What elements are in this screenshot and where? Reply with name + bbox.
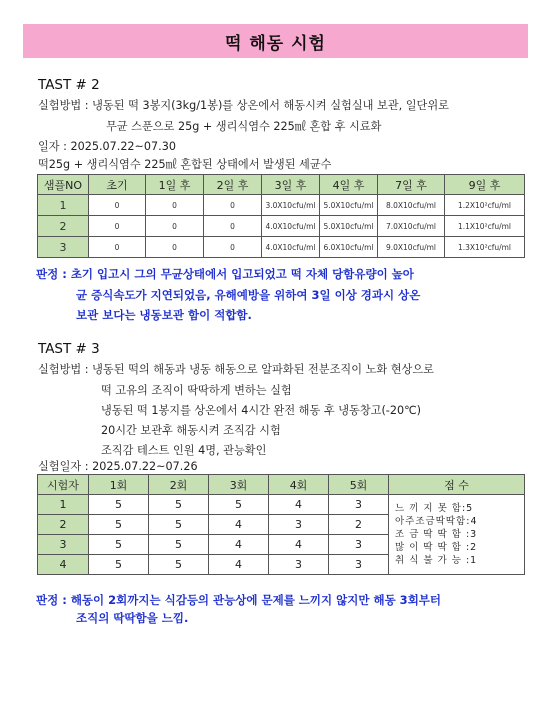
table-cell: 5 [89,535,149,555]
test3-method-line1: 실험방법 : 냉동된 떡의 해동과 냉동 해동으로 알파화된 전분조직이 노화 현상으로 [38,363,434,376]
table-row [38,237,525,258]
table-header-row [38,475,525,495]
test3-date: 실험일자 : 2025.07.22~07.26 [38,460,198,473]
test2-heading: TAST # 2 [38,77,100,93]
column-header: 4일 후 [320,175,378,195]
score-legend-item: 조 금 딱 딱 함 :3 [395,529,478,540]
table-cell: 8.0X10cfu/ml [378,195,445,216]
table-header-row [38,175,525,195]
table-cell: 0 [146,195,204,216]
table-cell: 5 [149,535,209,555]
test2-date: 일자 : 2025.07.22~07.30 [38,140,176,153]
test3-verdict-line2: 조직의 딱딱함을 느낌. [76,611,189,625]
table-cell: 0 [146,216,204,237]
table-cell: 4 [269,495,329,515]
column-header: 샘플NO [38,175,89,195]
table-cell: 0 [204,216,262,237]
table-cell: 4.0X10cfu/ml [262,216,320,237]
test3-verdict-line1: 판정 : 해동이 2회까지는 식감등의 관능상에 문제를 느끼지 않지만 해동 3회부터 [36,593,442,607]
tester-number: 4 [38,555,89,575]
test2-description: 떡25g + 생리식염수 225㎖ 혼합된 상태에서 발생된 세균수 [38,158,332,171]
sample-number: 3 [38,237,89,258]
column-header: 2회 [149,475,209,495]
sample-number: 1 [38,195,89,216]
column-header: 2일 후 [204,175,262,195]
table-cell: 1.2X10²cfu/ml [445,195,525,216]
test3-method-line4: 20시간 보관후 해동시켜 조직감 시험 [101,424,281,437]
column-header: 점 수 [389,475,525,495]
table-cell: 3.0X10cfu/ml [262,195,320,216]
column-header: 1회 [89,475,149,495]
table-row [38,495,525,515]
table-cell: 5.0X10cfu/ml [320,216,378,237]
test3-heading: TAST # 3 [38,341,100,357]
table-cell: 1.3X10²cfu/ml [445,237,525,258]
table-cell: 5 [149,495,209,515]
test2-verdict-line1: 판정 : 초기 입고시 그의 무균상태에서 입고되었고 떡 자체 당함유량이 높아 [36,267,414,281]
table-cell: 3 [329,555,389,575]
test3-method-line3: 냉동된 떡 1봉지를 상온에서 4시간 완전 해동 후 냉동창고(-20℃) [101,404,422,417]
table-cell: 0 [146,237,204,258]
table-cell: 1.1X10²cfu/ml [445,216,525,237]
bacteria-count-table [37,174,525,258]
sample-number: 2 [38,216,89,237]
table-cell: 3 [329,535,389,555]
table-cell: 6.0X10cfu/ml [320,237,378,258]
table-cell: 9.0X10cfu/ml [378,237,445,258]
table-cell: 3 [269,555,329,575]
column-header: 1일 후 [146,175,204,195]
column-header: 3일 후 [262,175,320,195]
table-cell: 5 [149,555,209,575]
table-cell: 5 [89,555,149,575]
column-header: 7일 후 [378,175,445,195]
table-cell: 5 [89,515,149,535]
tester-number: 3 [38,535,89,555]
table-cell: 2 [329,515,389,535]
document-title [23,24,528,58]
table-cell: 5 [209,495,269,515]
table-cell: 0 [89,216,146,237]
column-header: 시험자 [38,475,89,495]
score-legend-item: 아주조금딱딱함:4 [395,516,478,527]
column-header: 3회 [209,475,269,495]
score-legend-item: 느 끼 지 못 함:5 [395,503,474,514]
test2-verdict-line2: 균 증식속도가 지연되었음, 유해예방을 위하여 3일 이상 경과시 상온 [76,288,421,302]
table-row [38,195,525,216]
table-cell: 5 [89,495,149,515]
score-legend [389,495,525,575]
table-cell: 3 [329,495,389,515]
table-row [38,216,525,237]
column-header: 4회 [269,475,329,495]
column-header: 초기 [89,175,146,195]
table-cell: 4 [209,535,269,555]
table-cell: 4 [209,515,269,535]
tester-number: 2 [38,515,89,535]
score-legend-item: 취 식 불 가 능 :1 [395,555,478,566]
column-header: 5회 [329,475,389,495]
test3-method-line2: 떡 고유의 조직이 딱딱하게 변하는 실험 [101,384,292,397]
test2-method-line1: 실험방법 : 냉동된 떡 3봉지(3kg/1봉)를 상온에서 해동시켜 실험실내 보관, 일단위로 [38,99,449,112]
score-legend-item: 많 이 딱 딱 함 :2 [395,542,478,553]
table-cell: 4.0X10cfu/ml [262,237,320,258]
test3-method-line5: 조직감 테스트 인원 4명, 관능확인 [101,444,267,457]
table-cell: 5 [149,515,209,535]
table-cell: 4 [209,555,269,575]
table-cell: 4 [269,535,329,555]
table-cell: 0 [204,195,262,216]
table-cell: 0 [89,237,146,258]
test2-method-line2: 무균 스푼으로 25g + 생리식염수 225㎖ 혼합 후 시료화 [106,120,382,133]
texture-score-table [37,474,525,575]
table-cell: 5.0X10cfu/ml [320,195,378,216]
test2-verdict-line3: 보관 보다는 냉동보관 함이 적합함. [76,308,252,322]
table-cell: 7.0X10cfu/ml [378,216,445,237]
table-cell: 3 [269,515,329,535]
table-cell: 0 [89,195,146,216]
column-header: 9일 후 [445,175,525,195]
document-title-text: 떡 해동 시험 [225,33,326,54]
tester-number: 1 [38,495,89,515]
table-cell: 0 [204,237,262,258]
